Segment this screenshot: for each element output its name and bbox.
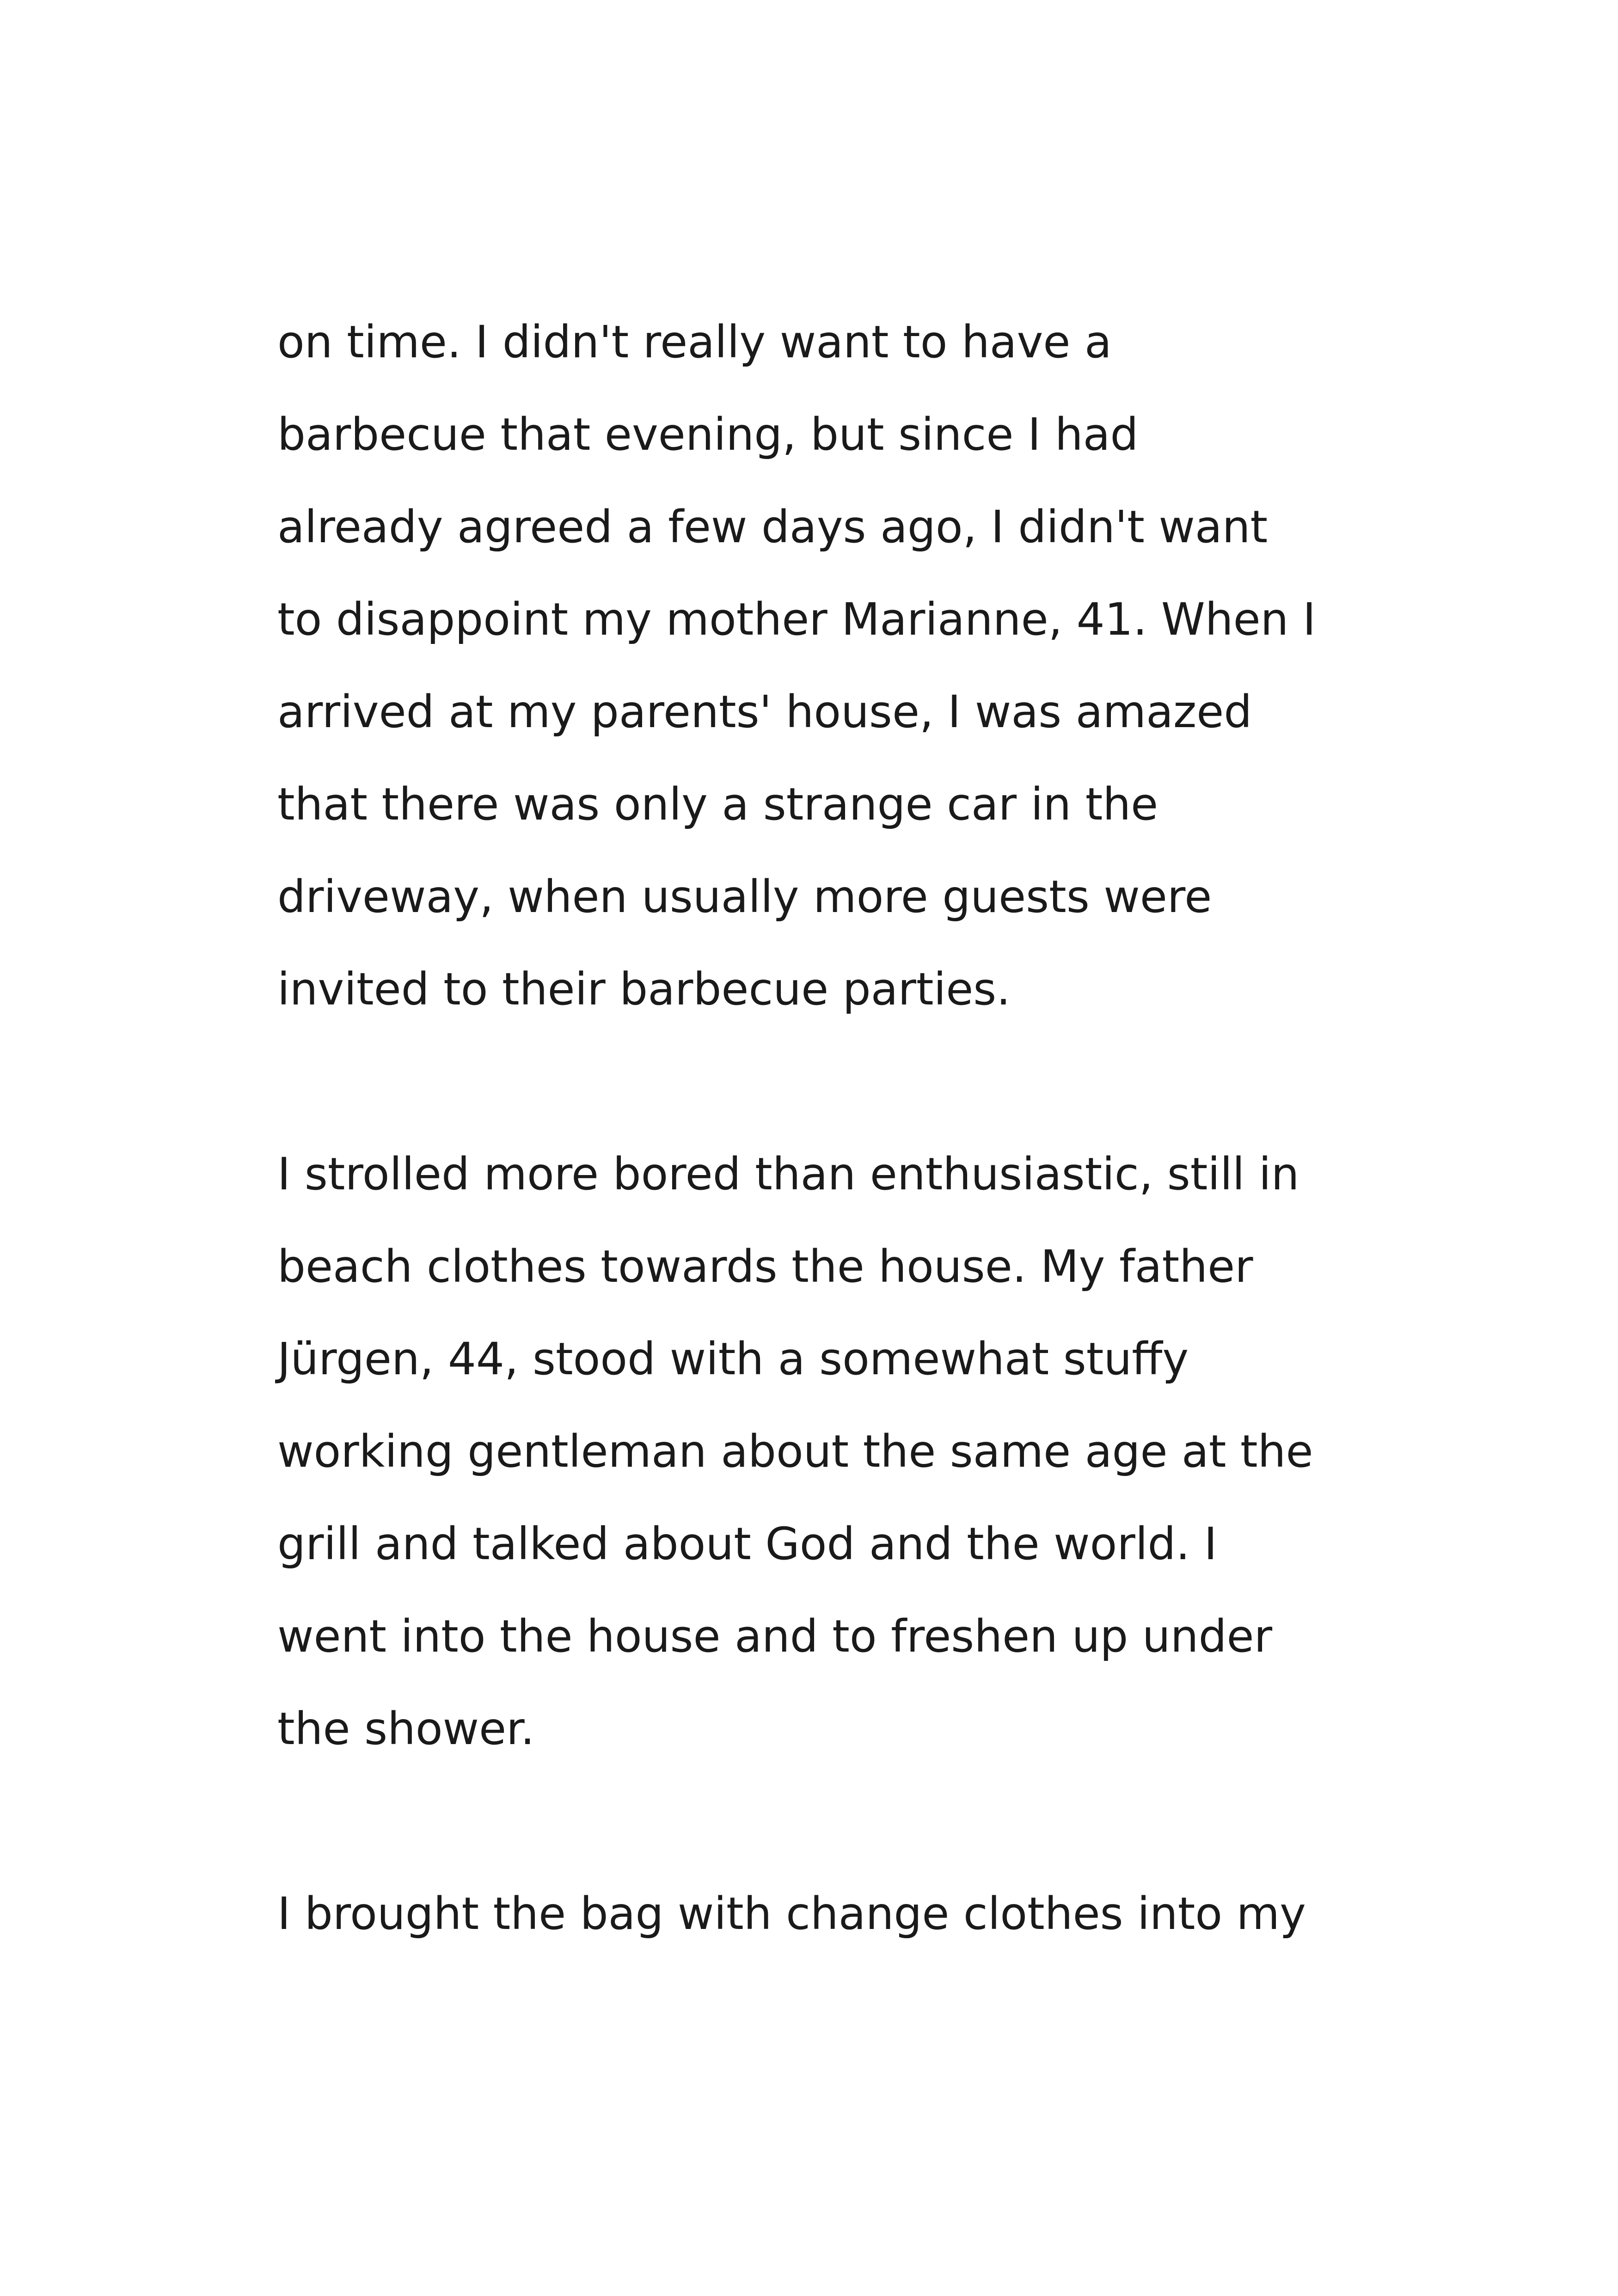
text-line: grill and talked about God and the world. I (277, 1518, 1217, 1570)
text-line: on time. I didn't really want to have a (277, 316, 1112, 368)
text-line: working gentleman about the same age at the (277, 1426, 1313, 1477)
text-line: Jürgen, 44, stood with a somewhat stuffy (277, 1333, 1189, 1385)
text-line: to disappoint my mother Marianne, 41. When I (277, 594, 1316, 645)
paragraph-spacer (277, 1035, 1387, 1128)
text-line: driveway, when usually more guests were (277, 871, 1212, 923)
text-line: invited to their barbecue parties. (277, 963, 1011, 1015)
paragraph-3 (277, 1867, 1387, 1960)
text-line: beach clothes towards the house. My father (277, 1241, 1253, 1292)
paragraph-1 (277, 296, 1387, 1035)
text-line: I brought the bag with change clothes into my (277, 1888, 1306, 1940)
paragraph-2 (277, 1128, 1387, 1775)
paragraph-spacer (277, 1775, 1387, 1867)
text-line: barbecue that evening, but since I had (277, 409, 1139, 460)
text-line: went into the house and to freshen up under (277, 1610, 1273, 1662)
text-line: already agreed a few days ago, I didn't want (277, 501, 1268, 553)
body-text (277, 296, 1387, 1960)
text-line: arrived at my parents' house, I was amazed (277, 686, 1252, 738)
text-line: that there was only a strange car in the (277, 778, 1158, 830)
text-line: I strolled more bored than enthusiastic, still in (277, 1148, 1299, 1200)
text-line: the shower. (277, 1703, 535, 1755)
